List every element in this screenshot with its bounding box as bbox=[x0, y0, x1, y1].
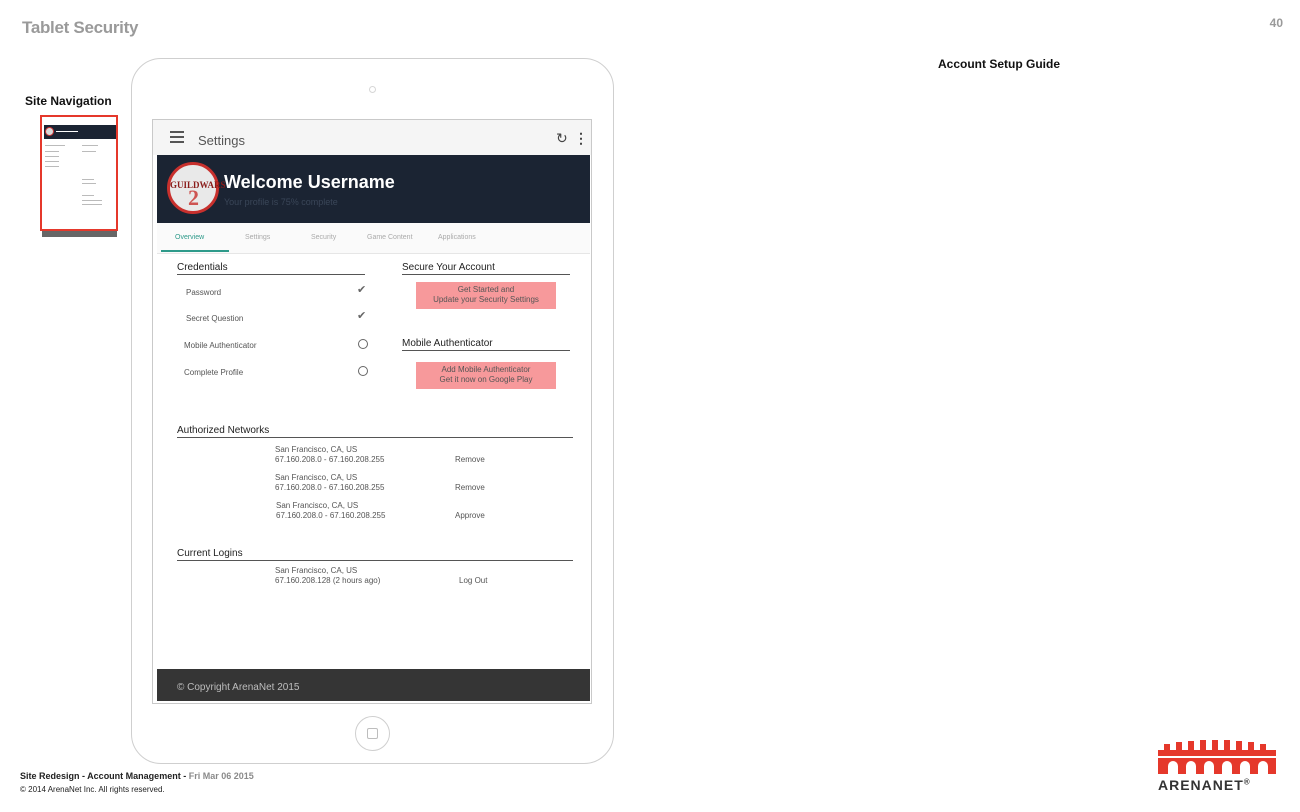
network-range: 67.160.208.0 - 67.160.208.255 bbox=[275, 483, 385, 492]
empty-circle-icon bbox=[358, 339, 368, 349]
network-row bbox=[275, 473, 384, 493]
thumbnail-line bbox=[82, 179, 94, 180]
network-location: San Francisco, CA, US bbox=[276, 501, 359, 510]
network-location: San Francisco, CA, US bbox=[275, 473, 358, 482]
mobile-authenticator-heading: Mobile Authenticator bbox=[402, 338, 570, 351]
home-button-square bbox=[367, 728, 378, 739]
document-footer-title: Site Redesign - Account Management - bbox=[20, 771, 189, 781]
tab-applications[interactable]: Applications bbox=[438, 234, 476, 241]
add-mobile-authenticator-button[interactable] bbox=[416, 362, 556, 389]
site-navigation-label: Site Navigation bbox=[25, 94, 112, 108]
thumbnail-line bbox=[45, 145, 65, 146]
credential-mobile-authenticator-label: Mobile Authenticator bbox=[184, 341, 257, 350]
profile-header bbox=[157, 155, 590, 223]
tab-bar bbox=[157, 223, 590, 254]
thumbnail-line bbox=[82, 204, 102, 205]
refresh-icon[interactable]: ↻ bbox=[556, 130, 568, 146]
app-footer bbox=[157, 669, 590, 701]
login-location: San Francisco, CA, US bbox=[275, 566, 358, 575]
avatar[interactable] bbox=[167, 162, 226, 214]
remove-network-link[interactable]: Remove bbox=[455, 483, 485, 492]
login-row bbox=[275, 566, 380, 586]
avatar-logo-text: GUILDWARS bbox=[170, 180, 226, 190]
network-range: 67.160.208.0 - 67.160.208.255 bbox=[275, 455, 385, 464]
check-circle-icon: ✔ bbox=[357, 284, 367, 296]
thumbnail-line bbox=[45, 161, 59, 162]
logo-name: ARENANET bbox=[1158, 777, 1244, 793]
logo-registered-mark: ® bbox=[1243, 777, 1251, 787]
thumbnail-line bbox=[45, 156, 59, 157]
tab-settings[interactable]: Settings bbox=[245, 234, 271, 241]
thumbnail-line bbox=[82, 145, 98, 146]
more-vert-icon[interactable]: ⋮ bbox=[574, 130, 588, 146]
app-title: Settings bbox=[198, 133, 245, 148]
avatar-number: 2 bbox=[188, 185, 199, 210]
thumbnail-line bbox=[45, 166, 59, 167]
thumbnail-line bbox=[82, 183, 96, 184]
log-out-link[interactable]: Log Out bbox=[459, 576, 488, 585]
remove-network-link[interactable]: Remove bbox=[455, 455, 485, 464]
check-circle-icon: ✔ bbox=[357, 310, 367, 322]
current-logins-heading: Current Logins bbox=[177, 548, 573, 561]
thumbnail-header bbox=[44, 125, 116, 139]
profile-progress-text: Your profile is 75% complete bbox=[224, 197, 338, 207]
credential-secret-question-label: Secret Question bbox=[186, 314, 244, 323]
app-bar bbox=[153, 120, 591, 155]
thumbnail-title-line bbox=[56, 131, 78, 132]
secure-account-heading: Secure Your Account bbox=[402, 262, 570, 275]
site-navigation-thumbnail[interactable] bbox=[40, 115, 118, 231]
welcome-text: Welcome Username bbox=[224, 172, 395, 192]
tab-overview[interactable]: Overview bbox=[175, 234, 205, 241]
page-title: Tablet Security bbox=[22, 18, 139, 37]
guide-title: Account Setup Guide bbox=[938, 57, 1061, 71]
thumbnail-line bbox=[82, 151, 96, 152]
login-detail: 67.160.208.128 (2 hours ago) bbox=[275, 576, 381, 585]
document-footer-copyright: © 2014 ArenaNet Inc. All rights reserved. bbox=[20, 785, 165, 794]
menu-icon[interactable] bbox=[170, 131, 184, 143]
arenanet-logo-text bbox=[1158, 777, 1251, 793]
thumbnail-line bbox=[82, 200, 102, 201]
tab-security[interactable]: Security bbox=[311, 234, 337, 241]
button-line-1: Add Mobile Authenticator bbox=[441, 365, 531, 374]
page-number: 40 bbox=[1269, 16, 1283, 30]
empty-circle-icon bbox=[358, 366, 368, 376]
document-footer-date: Fri Mar 06 2015 bbox=[188, 771, 254, 781]
network-location: San Francisco, CA, US bbox=[275, 445, 358, 454]
network-row bbox=[276, 501, 385, 521]
camera-icon bbox=[369, 86, 376, 93]
network-range: 67.160.208.0 - 67.160.208.255 bbox=[276, 511, 386, 520]
thumbnail-line bbox=[82, 195, 94, 196]
button-line-2: Get it now on Google Play bbox=[439, 375, 533, 384]
credentials-heading: Credentials bbox=[177, 262, 365, 275]
thumbnail-shadow bbox=[42, 231, 117, 237]
authorized-networks-heading: Authorized Networks bbox=[177, 425, 573, 438]
tab-active-indicator bbox=[161, 250, 229, 252]
credential-complete-profile-label: Complete Profile bbox=[184, 368, 244, 377]
approve-network-link[interactable]: Approve bbox=[455, 511, 485, 520]
network-row bbox=[275, 445, 384, 465]
document-footer-line1 bbox=[20, 771, 254, 781]
thumbnail-avatar bbox=[45, 127, 54, 136]
tablet-screen bbox=[152, 119, 592, 704]
button-line-1: Get Started and bbox=[457, 285, 515, 294]
button-line-2: Update your Security Settings bbox=[433, 295, 539, 304]
app-footer-copyright: © Copyright ArenaNet 2015 bbox=[177, 682, 300, 693]
tab-game-content[interactable]: Game Content bbox=[367, 234, 413, 241]
update-security-settings-button[interactable] bbox=[416, 282, 556, 309]
credential-password-label: Password bbox=[186, 288, 222, 297]
thumbnail-line bbox=[45, 151, 59, 152]
